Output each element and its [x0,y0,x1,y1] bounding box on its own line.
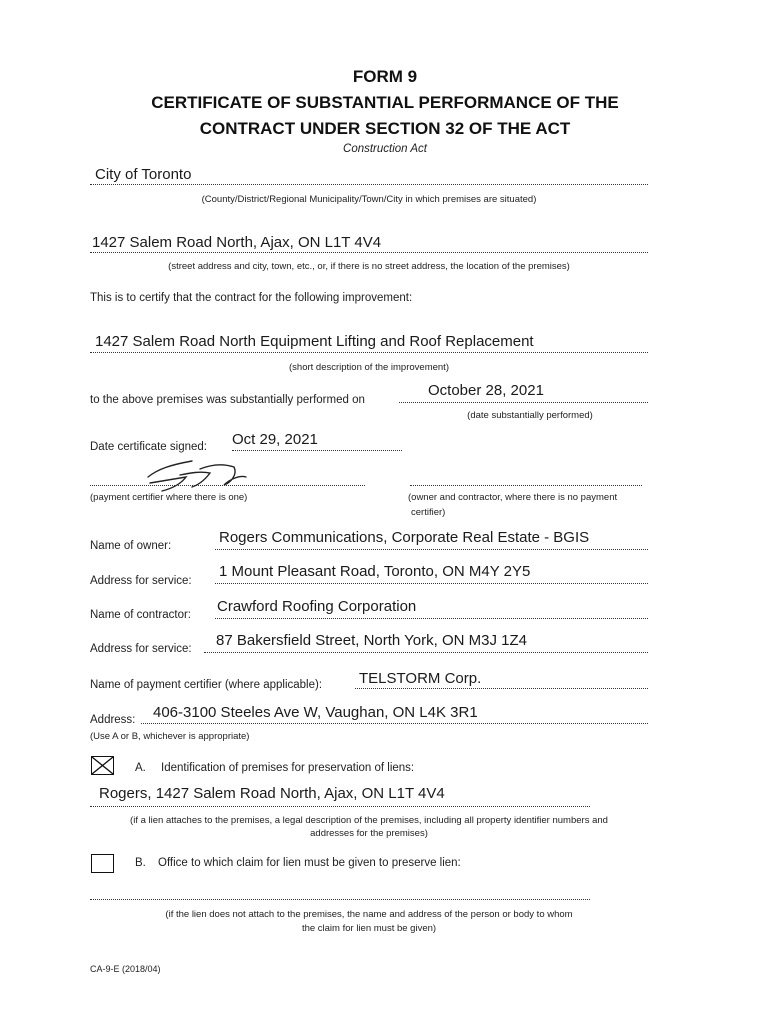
form-subtitle: Construction Act [343,143,427,155]
improvement-field[interactable]: 1427 Salem Road North Equipment Lifting and Roof Replacement [95,333,534,350]
option-a-caption-line1: (if a lien attaches to the premises, a legal description of the premises, including all property identifier numbers and [130,815,608,826]
premises-field[interactable]: 1427 Salem Road North, Ajax, ON L1T 4V4 [92,234,382,251]
option-b-letter: B. [135,857,146,869]
use-ab-note: (Use A or B, whichever is appropriate) [90,731,250,742]
substantial-caption: (date substantially performed) [467,410,593,421]
substantial-label: to the above premises was substantially performed on [90,394,365,406]
owner-name-field[interactable]: Rogers Communications, Corporate Real Estate - BGIS [219,529,590,546]
option-b-checkbox[interactable] [91,854,114,873]
form-title-line2: CONTRACT UNDER SECTION 32 OF THE ACT [199,119,571,138]
option-a-checkbox[interactable] [91,756,114,775]
owner-caption-line2: certifier) [411,507,446,518]
certifier-signature-line [90,485,365,486]
improvement-caption: (short description of the improvement) [289,362,449,373]
improvement-line [90,352,648,353]
contractor-address-line [204,652,648,653]
option-a-letter: A. [135,762,146,774]
owner-address-field[interactable]: 1 Mount Pleasant Road, Toronto, ON M4Y 2Y5 [219,563,531,580]
municipality-caption: (County/District/Regional Municipality/Town/City in which premises are situated) [201,194,537,205]
contractor-name-label: Name of contractor: [90,609,191,621]
certifier-name-label: Name of payment certifier (where applicable): [90,679,323,691]
certify-text: This is to certify that the contract for the following improvement: [90,292,413,304]
option-a-line [90,806,590,807]
premises-caption: (street address and city, town, etc., or, if there is no street address, the location of the premises) [168,261,570,272]
contractor-address-field[interactable]: 87 Bakersfield Street, North York, ON M3J 1Z4 [216,632,527,649]
date-signed-label: Date certificate signed: [90,441,207,453]
certifier-address-field[interactable]: 406-3100 Steeles Ave W, Vaughan, ON L4K 3R1 [153,704,478,721]
municipality-line [90,184,648,185]
owner-address-line [215,583,648,584]
contractor-name-field[interactable]: Crawford Roofing Corporation [217,598,417,615]
check-x-icon [92,757,113,774]
option-b-label: Office to which claim for lien must be given to preserve lien: [158,857,461,869]
date-signed-field[interactable]: Oct 29, 2021 [232,431,318,448]
premises-line [90,252,648,253]
owner-caption-line1: (owner and contractor, where there is no payment [408,492,618,503]
contractor-name-line [215,618,648,619]
option-a-caption-line2: addresses for the premises) [310,828,428,839]
option-b-line [90,899,590,900]
option-a-label: Identification of premises for preservation of liens: [161,762,415,774]
option-b-caption-line2: the claim for lien must be given) [301,923,437,934]
certifier-name-line [355,688,648,689]
certifier-address-line [141,723,648,724]
certifier-name-field[interactable]: TELSTORM Corp. [359,670,482,687]
substantial-date-field[interactable]: October 28, 2021 [428,382,544,399]
municipality-field[interactable]: City of Toronto [95,166,192,183]
owner-name-label: Name of owner: [90,540,172,552]
certifier-caption: (payment certifier where there is one) [90,492,248,503]
certifier-address-label: Address: [90,714,136,726]
owner-signature-line [410,485,642,486]
owner-address-label: Address for service: [90,575,192,587]
form-code-footer: CA-9-E (2018/04) [90,964,161,974]
form-title-line1: CERTIFICATE OF SUBSTANTIAL PERFORMANCE OF THE [151,93,619,112]
substantial-line [399,402,648,403]
owner-name-line [215,549,648,550]
contractor-address-label: Address for service: [90,643,192,655]
form-number: FORM 9 [352,67,418,86]
option-b-caption-line1: (if the lien does not attach to the premises, the name and address of the person or body to whom [165,909,573,920]
date-signed-line [232,450,402,451]
option-a-field[interactable]: Rogers, 1427 Salem Road North, Ajax, ON L1T 4V4 [99,785,445,802]
signature-image [140,455,250,495]
